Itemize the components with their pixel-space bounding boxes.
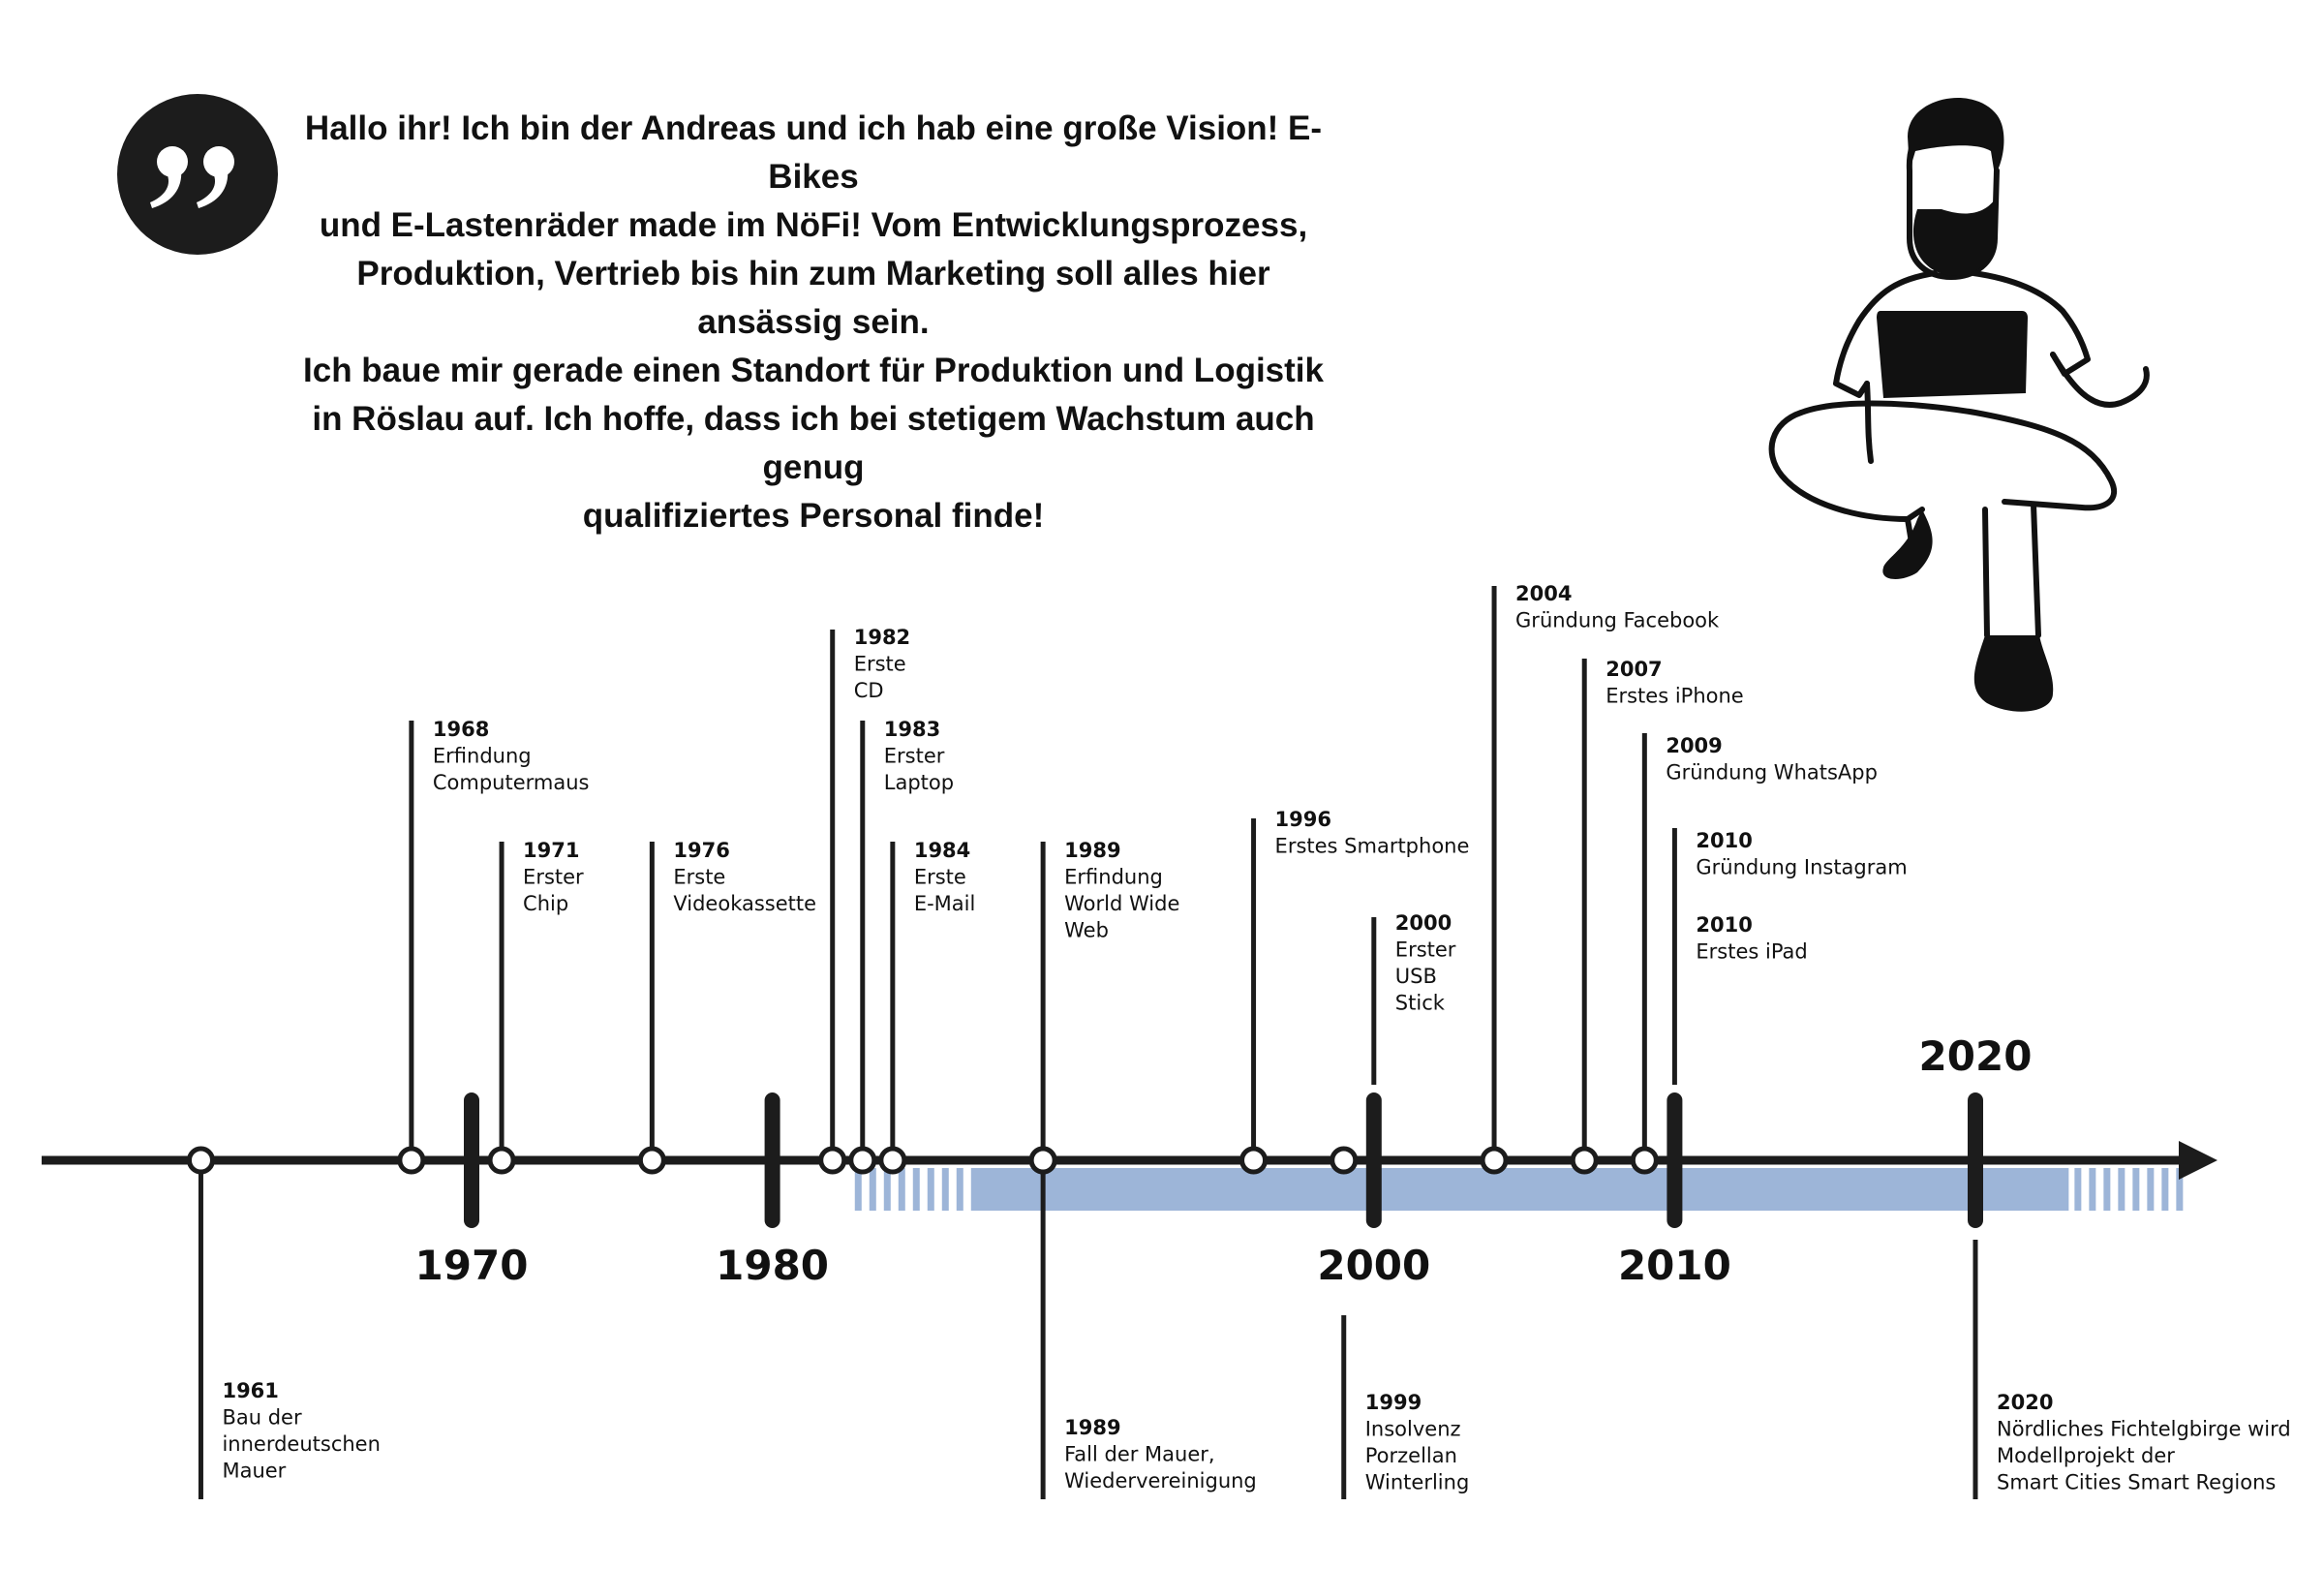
event-text: Stick [1394,991,1445,1015]
event-text: Erstes Smartphone [1274,834,1470,858]
event-year: 1968 [432,718,490,741]
band-stripe [913,1168,920,1211]
band-stripe [899,1168,905,1211]
event-text: Laptop [883,771,955,794]
decade-label: 2020 [1918,1032,2033,1080]
event-text: Mauer [222,1459,287,1483]
event-text: innerdeutschen [222,1432,381,1456]
event-text: Nördliches Fichtelgbirge wird [1997,1417,2291,1441]
event-text: Chip [523,892,569,915]
event-year: 2009 [1666,734,1723,757]
event-text: Erfindung [432,744,532,768]
event-year: 2010 [1696,829,1753,852]
event-text: Gründung Facebook [1515,608,1720,632]
event-year: 2000 [1394,911,1452,935]
band-stripe [870,1168,876,1211]
event-text: Erste [853,652,906,676]
event-marker [821,1149,844,1172]
band-stripe [928,1168,934,1211]
event-year: 1961 [222,1379,279,1402]
event-year: 1982 [853,626,911,649]
event-year: 1976 [673,839,730,862]
event-text: Erste [673,865,726,889]
event-text: Wiedervereinigung [1064,1469,1257,1492]
event-text: USB [1394,965,1437,988]
band-stripe [2132,1168,2139,1211]
event-text: Videokassette [673,892,817,915]
band-stripe [2161,1168,2168,1211]
band-stripe [2074,1168,2081,1211]
event-text: Bau der [222,1405,302,1430]
event-year: 2010 [1696,913,1753,937]
band-stripe [855,1168,862,1211]
event-marker [1573,1149,1596,1172]
event-text: E-Mail [913,892,976,915]
event-text: Porzellan [1364,1444,1457,1467]
event-marker [1483,1149,1506,1172]
band-stripe [2103,1168,2110,1211]
decade-label: 1980 [716,1242,830,1289]
quote-line: qualifiziertes Personal finde! [582,497,1045,535]
quote-line: Ich baue mir gerade einen Standort für Produktion und Logistik [303,352,1324,389]
arrow-icon [2179,1141,2217,1180]
event-marker [490,1149,513,1172]
event-text: Gründung Instagram [1696,855,1908,879]
event-text: World Wide [1064,892,1180,915]
event-year: 1984 [913,839,971,862]
quote-line: Hallo ihr! Ich bin der Andreas und ich hab eine große Vision! E-Bikes [304,109,1323,196]
decade-label: 2000 [1317,1242,1431,1289]
event-marker [1633,1149,1656,1172]
event-text: Gründung WhatsApp [1666,760,1878,784]
band-stripe [884,1168,891,1211]
event-marker [881,1149,904,1172]
event-marker [851,1149,874,1172]
event-text: Erster [1394,938,1456,962]
event-year: 2004 [1515,582,1573,605]
event-text: Insolvenz [1364,1417,1461,1441]
event-marker [1031,1149,1055,1172]
event-text: Erstes iPad [1696,939,1808,964]
event-year: 2020 [1997,1391,2054,1414]
quote-line: und E-Lastenräder made im NöFi! Vom Entwicklungsprozess, [319,206,1308,244]
event-year: 1989 [1064,839,1121,862]
event-year: 2007 [1605,658,1663,681]
event-year: 1989 [1064,1416,1121,1439]
event-text: CD [853,679,884,702]
event-text: Modellprojekt der [1997,1444,2175,1467]
event-year: 1996 [1274,808,1332,831]
band-stripe [2147,1168,2154,1211]
quote-line: in Röslau auf. Ich hoffe, dass ich bei stetigem Wachstum auch genug [312,400,1315,486]
event-marker [400,1149,423,1172]
timeline-band [971,1168,2069,1211]
event-marker [1242,1149,1266,1172]
event-text: Winterling [1364,1470,1470,1494]
band-stripe [957,1168,963,1211]
event-text: Erster [883,744,945,768]
event-year: 1999 [1364,1391,1422,1414]
event-text: Fall der Mauer, [1064,1442,1215,1466]
quote-line: Produktion, Vertrieb bis hin zum Marketing soll alles hier ansässig sein. [356,255,1270,341]
event-text: Smart Cities Smart Regions [1997,1470,2277,1494]
event-year: 1983 [883,718,941,741]
band-stripe [942,1168,949,1211]
event-text: Computermaus [432,771,590,794]
decade-label: 2010 [1617,1242,1731,1289]
event-marker [1332,1149,1356,1172]
event-year: 1971 [523,839,580,862]
decade-label: 1970 [414,1242,529,1289]
event-text: Erfindung [1064,865,1163,889]
event-text: Erste [913,865,966,889]
event-text: Erster [523,865,584,889]
event-marker [189,1149,212,1172]
event-text: Web [1064,918,1109,942]
band-stripe [2118,1168,2125,1211]
event-marker [640,1149,663,1172]
event-text: Erstes iPhone [1605,684,1744,708]
band-stripe [2089,1168,2095,1211]
